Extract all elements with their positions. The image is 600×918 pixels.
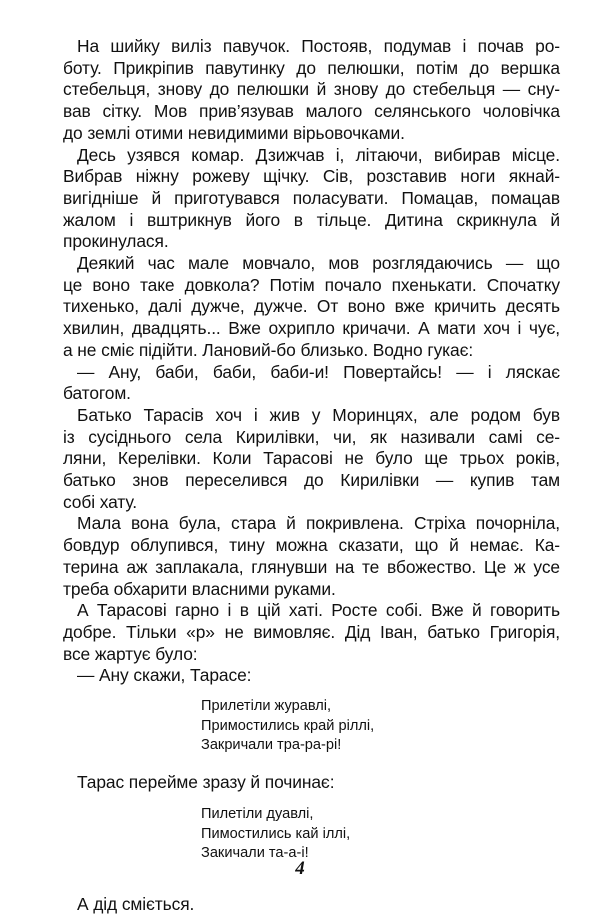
text-line: до землі отими невидимими вірьовочками. [63, 122, 405, 143]
text-line: На шийку виліз павучок. Постояв, подумав і почав ро- [77, 36, 560, 56]
text-line: А дід сміється. [77, 893, 195, 914]
paragraph-father [63, 405, 560, 514]
poem-line: Прилетіли журавлі, [201, 698, 332, 715]
text-line: треба обхарити власними руками. [63, 578, 336, 599]
paragraph-taras-repeats [63, 772, 560, 794]
text-line: Мала вона була, стара й покривлена. Стріха почорніла, [77, 513, 560, 534]
poem-line: Закичали та-а-і! [201, 845, 309, 862]
paragraph-mosquito [63, 145, 560, 254]
paragraph-house [63, 513, 560, 600]
text-line: А Тарасові гарно і в цій хаті. Росте собі. Вже й говорить [77, 600, 560, 621]
text-line: а не сміє підійти. Лановий-бо близько. Водно гукає: [63, 339, 474, 360]
text-line: із сусіднього села Кирилівки, чи, як називали самі се- [63, 426, 560, 447]
text-line: собі хату. [63, 491, 137, 512]
text-line: добре. Тільки «р» не вимовляє. Дід Іван, батько Григорія, [63, 621, 560, 642]
poem-childish [201, 805, 560, 864]
paragraph-grandpa-ask [63, 665, 560, 687]
text-line: все жартує було: [63, 643, 198, 664]
paragraph-overseer-call [63, 362, 560, 405]
poem-line: Пилетіли дуавлі, [201, 806, 314, 823]
paragraph-spider [63, 36, 560, 145]
text-line: Тарас перейме зразу й починає: [77, 771, 335, 792]
poem-correct [201, 697, 560, 756]
poem-line: Пимостились кай іллі, [201, 825, 351, 842]
text-line: бовдур облупився, тину можна сказати, що й немає. Ка- [63, 535, 560, 556]
poem-line: Закричали тра-ра-рі! [201, 737, 342, 754]
text-line: терина аж заплакала, глянувши на те вбожество. Це ж усе [63, 556, 560, 577]
paragraph-grandpa-laughs [63, 894, 560, 916]
text-line: прокинулася. [63, 231, 169, 252]
text-line: батько знов переселився до Кирилівки — купив там [63, 470, 560, 491]
text-line: батогом. [63, 383, 131, 404]
text-line: вигідніше й приготувався поласувати. Помацав, помацав [63, 187, 560, 208]
page-number: 4 [295, 858, 305, 879]
text-line: жалом і вштрикнув його в тільце. Дитина скрикнула й [63, 209, 560, 230]
paragraph-taras-grows [63, 600, 560, 665]
text-line: ляни, Керелівки. Коли Тарасові не було ще трьох років, [63, 448, 560, 469]
text-line: Десь узявся комар. Дзижчав і, літаючи, вибирав місце. [77, 144, 560, 165]
text-line: тихенько, далі дужче, дужче. От воно вже кричить десять [63, 296, 560, 317]
text-line: Деякий час мале мовчало, мов розглядаючись — що [77, 253, 560, 274]
text-line: — Ану, баби, баби, баби-и! Повертайсь! — і ляскає [77, 361, 560, 382]
poem-line: Примостились край ріллі, [201, 717, 375, 734]
text-line: боту. Прикріпив павутинку до пелюшки, потім до вершка [63, 57, 560, 78]
text-line: Вибрав ніжну рожеву щічку. Сів, розставив ноги якнай- [63, 166, 560, 187]
text-line: це воно таке довкола? Потім почало пхенькати. Спочатку [63, 274, 560, 295]
text-line: Батько Тарасів хоч і жив у Моринцях, але родом був [77, 404, 560, 425]
text-line: стебельця, знову до пелюшки й знову до стебельця — сну- [63, 79, 560, 100]
text-line: вав сітку. Мов прив’язував малого селянського чоловічка [63, 101, 560, 122]
paragraph-crying [63, 253, 560, 362]
text-line: — Ану скажи, Тарасе: [77, 665, 252, 686]
text-line: хвилин, двадцять... Вже охрипло кричачи. А мати хоч і чує, [63, 318, 560, 339]
